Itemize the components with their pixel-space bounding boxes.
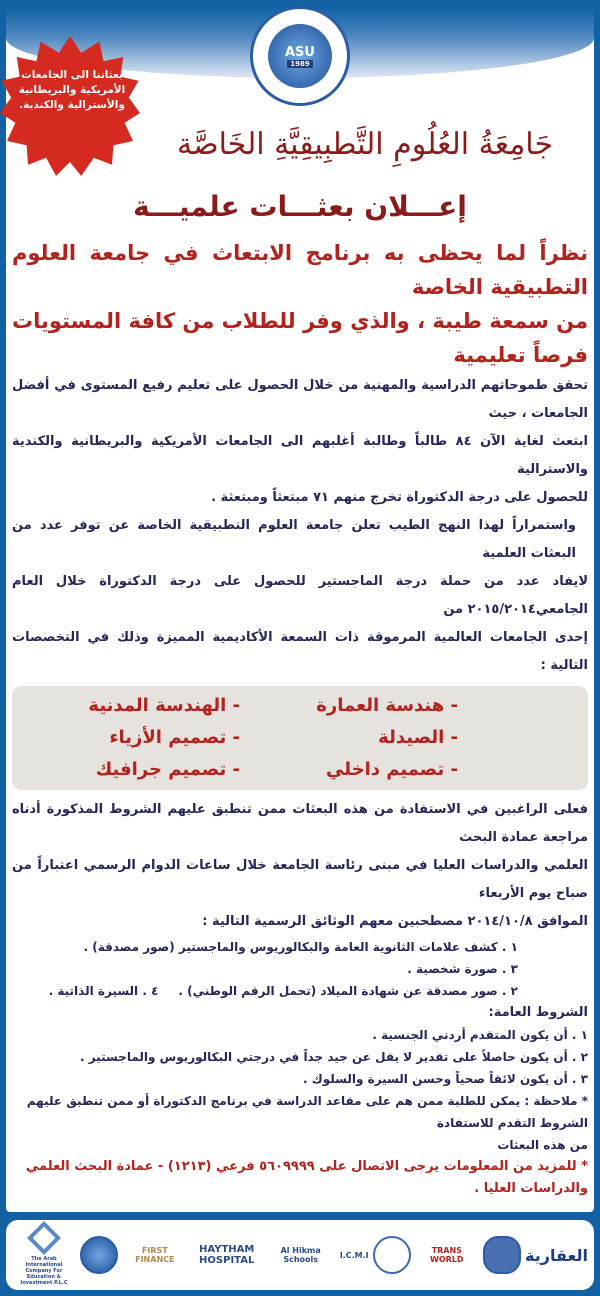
paragraph-line: تحقق طموحاتهم الدراسية والمهنية من خلال الحصول على تعليم رفيع المستوى في أفضل الجامعات ، حيث xyxy=(12,378,588,421)
university-name: جَامِعَةُ العُلُومِ التَّطبِيقِيَّةِ الخَاصَّة xyxy=(177,127,553,162)
intro-line: نظراً لما يحظى به برنامج الابتعاث في جامعة العلوم التطبيقية الخاصة xyxy=(12,241,588,299)
badge-line: والأسترالية والكندية. xyxy=(19,99,125,111)
badge-line: بعثاتنا الى الجامعات xyxy=(21,69,123,81)
intro-line: من سمعة طيبة ، والذي وفر للطلاب من كافة المستويات فرصاً تعليمية xyxy=(12,309,588,367)
paragraph-line: الموافق ٢٠١٤/١٠/٨ مصطحبين معهم الوثائق الرسمية التالية : xyxy=(202,914,588,929)
sponsor-logo xyxy=(483,1236,521,1274)
document-item: ٢ . صور مصدقة عن شهادة الميلاد (تحمل الرقم الوطني) . xyxy=(178,984,518,998)
sponsor-logos xyxy=(6,1220,594,1290)
paragraph-line: للحصول على درجة الدكتوراة تخرج منهم ٧١ مبتعثاً ومبتعثة . xyxy=(211,490,588,505)
conditions-title: الشروط العامة: xyxy=(488,1005,588,1020)
logo-text: ASU xyxy=(285,44,315,60)
paragraph-line: فعلى الراغبين في الاستفادة من هذه البعثات ممن تنطبق عليهم الشروط المذكورة أدناه مراجعة عمادة البحث xyxy=(12,802,588,845)
specialty-item: - تصميم الأزياء xyxy=(109,727,240,748)
note-line: من هذه البعثات xyxy=(497,1138,588,1152)
sponsor-logo xyxy=(373,1236,411,1274)
note-line: * ملاحظة : يمكن للطلبة ممن هم على مقاعد الدراسة في برنامج الدكتوراة أو ممن تنطبق عليهم الشروط التقدم للاستفادة xyxy=(26,1094,588,1130)
sponsor-logo xyxy=(80,1236,118,1274)
documents-list xyxy=(12,936,588,980)
paragraph-line: واستمراراً لهذا النهج الطيب تعلن جامعة العلوم التطبيقية الخاصة عن توفر عدد من البعثات العلمية xyxy=(12,518,576,561)
documents-list xyxy=(12,980,588,1002)
header xyxy=(6,8,594,236)
sponsor-logo: The Arab International Company For Education & Investment P.L.C xyxy=(12,1224,76,1286)
specialty-item: - تصميم جرافيك xyxy=(95,759,240,780)
specialty-item: - الصيدلة xyxy=(378,727,458,748)
logo-year: 1989 xyxy=(287,60,312,68)
page-title: إعـــلان بعثـــات علميـــة xyxy=(133,190,467,223)
specialties-box xyxy=(12,686,588,790)
document-item: ١ . كشف علامات الثانوية العامة والبكالوريوس والماجستير (صور مصدقة) . xyxy=(83,940,518,954)
document-item: ٤ . السيرة الذاتية . xyxy=(48,984,159,998)
sponsor-logo: العقارية xyxy=(525,1245,589,1265)
sponsor-logo: HAYTHAM HOSPITAL xyxy=(199,1244,255,1266)
badge-text xyxy=(10,68,134,113)
document-item: ٣ . صورة شخصية . xyxy=(407,962,518,976)
paragraph-line: إحدى الجامعات العالمية المرموقة ذات السمعة الأكاديمية المميزة وذلك في التخصصات التالية : xyxy=(12,630,588,673)
sponsor-logo: I.C.M.I xyxy=(339,1250,369,1260)
sponsor-logo: TRANS WORLD xyxy=(430,1246,464,1264)
specialty-item: - هندسة العمارة xyxy=(316,695,458,716)
ad-panel xyxy=(6,8,594,1212)
condition-item: ١ . أن يكون المتقدم أردني الجنسية . xyxy=(372,1028,588,1042)
sponsor-logo: Al Hikma Schools xyxy=(280,1246,321,1264)
sponsor-logo: FIRST FINANCE xyxy=(135,1246,175,1264)
specialty-item: - تصميم داخلي xyxy=(326,759,458,780)
announcement-body xyxy=(6,236,594,1200)
diamond-logo-icon xyxy=(27,1221,61,1255)
condition-item: ٣ . أن يكون لائقاً صحياً وحسن السيرة والسلوك . xyxy=(303,1072,588,1086)
badge-line: الأمريكية والبريطانية xyxy=(18,84,126,96)
specialty-item: - الهندسة المدنية xyxy=(88,695,240,716)
contact-info: * للمزيد من المعلومات يرجى الاتصال على ٥٦٠٩٩٩٩ فرعي (١٢١٣) - عمادة البحث العلمي والدراسات العليا . xyxy=(25,1159,588,1196)
paragraph-line: لايفاد عدد من حملة درجة الماجستير للحصول على درجة الدكتوراة خلال العام الجامعي٢٠١٥/٢٠١٤ من xyxy=(12,574,588,617)
university-logo xyxy=(250,6,350,106)
condition-item: ٢ . أن يكون حاصلاً على تقدير لا يقل عن جيد جداً في درجتي البكالوريوس والماجستير . xyxy=(79,1050,588,1064)
paragraph-line: العلمي والدراسات العليا في مبنى رئاسة الجامعة خلال ساعات الدوام الرسمي اعتباراً من صباح يوم الأربعاء xyxy=(12,858,588,901)
paragraph-line: ابتعث لغاية الآن ٨٤ طالباً وطالبة أغلبهم الى الجامعات الأمريكية والبريطانية والكندية والاسترالية xyxy=(12,434,588,477)
